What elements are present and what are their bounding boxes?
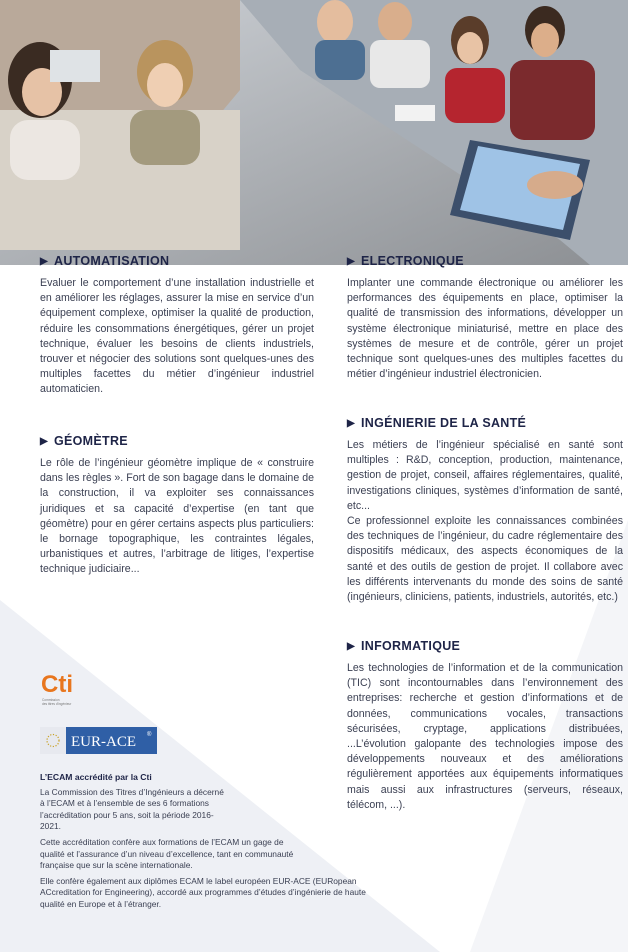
section-body-sante-2: Ce professionnel exploite les connaissances combinées des techniques de l’ingénieur, du cadre réglementaire des dispositifs médicaux, des aspects économiques de la santé et des outils de gestion de projet. Il collabore avec les différents intervenants du monde des soins de santé (ingénieurs, cliniciens, patients, industriels, autorités, etc.) <box>347 515 623 604</box>
accreditation-title: L’ECAM accrédité par la Cti <box>40 772 152 782</box>
triangle-right-icon: ▶ <box>40 255 48 267</box>
svg-text:Commission: Commission <box>42 698 60 702</box>
section-automatisation <box>40 254 314 398</box>
svg-text:Cti: Cti <box>41 671 73 698</box>
section-body-electronique: Implanter une commande électronique ou améliorer les performances des équipements en place, optimiser la qualité de transmission des informations, développer un système électronique miniaturisé, mettre en place des systèmes de mesure et de contrôle, gérer un projet technique sont quelques-unes des multiples facettes du métier d’ingénieur industriel électronicien. <box>347 277 623 381</box>
eur-ace-logo <box>40 727 157 754</box>
section-title-geometre: ▶ GÉOMÈTRE <box>40 434 128 448</box>
accreditation-paragraph: La Commission des Titres d’Ingénieurs a décerné à l’ECAM et à l’ensemble de ses 6 formations l’accréditation pour 5 ans, soit la période 2016-2021. <box>40 786 224 832</box>
svg-text:EUR-ACE: EUR-ACE <box>71 734 136 750</box>
section-geometre <box>40 434 314 578</box>
triangle-right-icon: ▶ <box>40 435 48 447</box>
accreditation-paragraph: Cette accréditation confère aux formations de l’ECAM un gage de qualité et l’assurance d’un niveau d’excellence, tant en communauté française que sur la scène internationale. <box>40 836 294 871</box>
section-informatique <box>347 639 623 813</box>
section-body-sante-1: Les métiers de l’ingénieur spécialisé en santé sont multiples : R&D, conception, production, maintenance, gestion de projet, conseil, affaires réglementaires, qualité, investigations cliniques, systèmes d’information de santé, etc... <box>347 439 623 512</box>
triangle-right-icon: ▶ <box>347 640 355 652</box>
triangle-right-icon: ▶ <box>347 255 355 267</box>
svg-text:des titres d'ingénieur: des titres d'ingénieur <box>42 702 72 706</box>
svg-text:®: ® <box>147 732 152 738</box>
accreditation-block <box>40 772 366 915</box>
accreditation-paragraph: Elle confère également aux diplômes ECAM le label européen EUR-ACE (EURopean ACcreditation for Engineering), accordé aux programmes d’études d’ingénierie de haute qualité en Europe et à l’étranger. <box>40 875 366 909</box>
section-body-informatique: Les technologies de l’information et de la communication (TIC) sont incontournables dans l’environnement des entreprises: recherche et gestion d’informations et de données, communications vocales, transactions sécurisées, cryptage, applications distribuées, ...L’évolution galopante des technologies impose des développements nouveaux et des améliorations régulièrement apportées aux équipements informatiques mais aussi aux infrastructures (serveurs, réseaux, télécom, ...). <box>347 662 623 811</box>
section-sante <box>347 416 623 605</box>
section-electronique <box>347 254 623 382</box>
section-body-geometre: Le rôle de l’ingénieur géomètre implique de « construire dans les règles ». Fort de son bagage dans le domaine de la construction, il va exploiter ses connaissances juridiques et sa capacité d’expertise (en tant que géomètre) pour en gérer certains aspects plus particuliers: le bornage topographique, les contraintes légales, urbanistiques et autres, l’arbitrage de litiges, l’expertise technique judiciaire... <box>40 457 314 576</box>
section-title-automatisation: ▶ AUTOMATISATION <box>40 254 170 268</box>
section-title-sante: ▶ INGÉNIERIE DE LA SANTÉ <box>347 416 527 430</box>
classroom-photo <box>0 0 628 265</box>
triangle-right-icon: ▶ <box>347 417 355 429</box>
section-title-electronique: ▶ ELECTRONIQUE <box>347 254 464 268</box>
section-title-informatique: ▶ INFORMATIQUE <box>347 639 461 653</box>
section-body-automatisation: Evaluer le comportement d’une installation industrielle et en améliorer les réglages, assurer la mise en service d’un équipement complexe, optimiser la qualité de production, réduire les consommations énergétiques, gérer un projet technique, évaluer les besoins de clients industriels, trouver et négocier des solutions sont quelques-unes des multiples facettes du métier d’ingénieur industriel automaticien. <box>40 277 314 396</box>
cti-logo <box>40 668 86 708</box>
